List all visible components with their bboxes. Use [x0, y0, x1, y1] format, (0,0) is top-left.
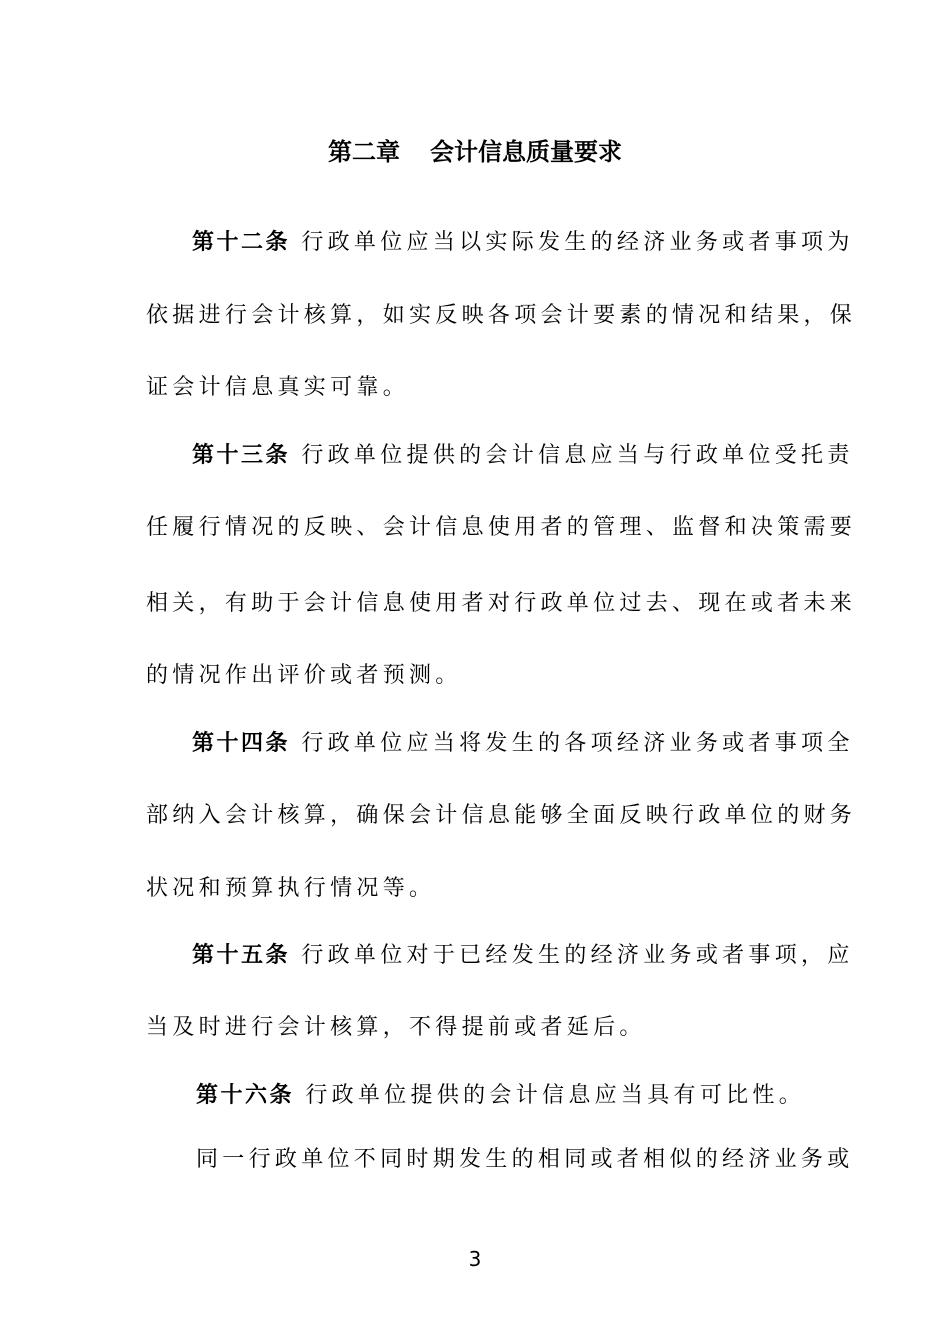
line-text: 证会计信息真实可靠。: [146, 375, 410, 400]
line-text: 行政单位对于已经发生的经济业务或者事项，应: [301, 943, 854, 968]
line-text: 状况和预算执行情况等。: [146, 876, 436, 901]
line-text: 当及时进行会计核算，不得提前或者延后。: [146, 1015, 646, 1040]
text-line: [146, 1013, 646, 1043]
text-line: [146, 513, 856, 543]
article-number: 第十六条: [196, 1083, 295, 1108]
line-text: 行政单位提供的会计信息应当与行政单位受托责: [301, 443, 854, 468]
text-line: [146, 301, 856, 331]
article-number: 第十五条: [192, 943, 291, 968]
line-text: 行政单位应当以实际发生的经济业务或者事项为: [301, 230, 854, 255]
text-line: [192, 941, 854, 971]
text-line: [146, 801, 856, 831]
text-line: [192, 729, 854, 759]
chapter-number: 第二章: [328, 138, 400, 166]
text-line: [192, 441, 854, 471]
text-line: [146, 589, 856, 619]
text-line: [146, 874, 435, 904]
article-number: 第十二条: [192, 230, 291, 255]
line-text: 同一行政单位不同时期发生的相同或者相似的经济业务或: [196, 1147, 854, 1172]
text-line: [196, 1145, 854, 1175]
line-text: 行政单位提供的会计信息应当具有可比性。: [305, 1083, 806, 1108]
chapter-heading: [0, 136, 950, 168]
line-text: 的情况作出评价或者预测。: [146, 663, 462, 688]
line-text: 依据进行会计核算，如实反映各项会计要素的情况和结果，保: [146, 303, 857, 328]
line-text: 任履行情况的反映、会计信息使用者的管理、监督和决策需要: [146, 515, 857, 540]
chapter-title: 会计信息质量要求: [430, 138, 622, 166]
line-text: 相关，有助于会计信息使用者对行政单位过去、现在或者未来: [146, 591, 857, 616]
article-number: 第十四条: [192, 731, 291, 756]
text-line: [146, 373, 409, 403]
text-line: [192, 228, 854, 258]
text-line: [196, 1081, 805, 1111]
article-number: 第十三条: [192, 443, 291, 468]
line-text: 部纳入会计核算，确保会计信息能够全面反映行政单位的财务: [146, 803, 857, 828]
text-line: [146, 661, 462, 691]
page-number: 3: [468, 1247, 482, 1271]
line-text: 行政单位应当将发生的各项经济业务或者事项全: [301, 731, 854, 756]
